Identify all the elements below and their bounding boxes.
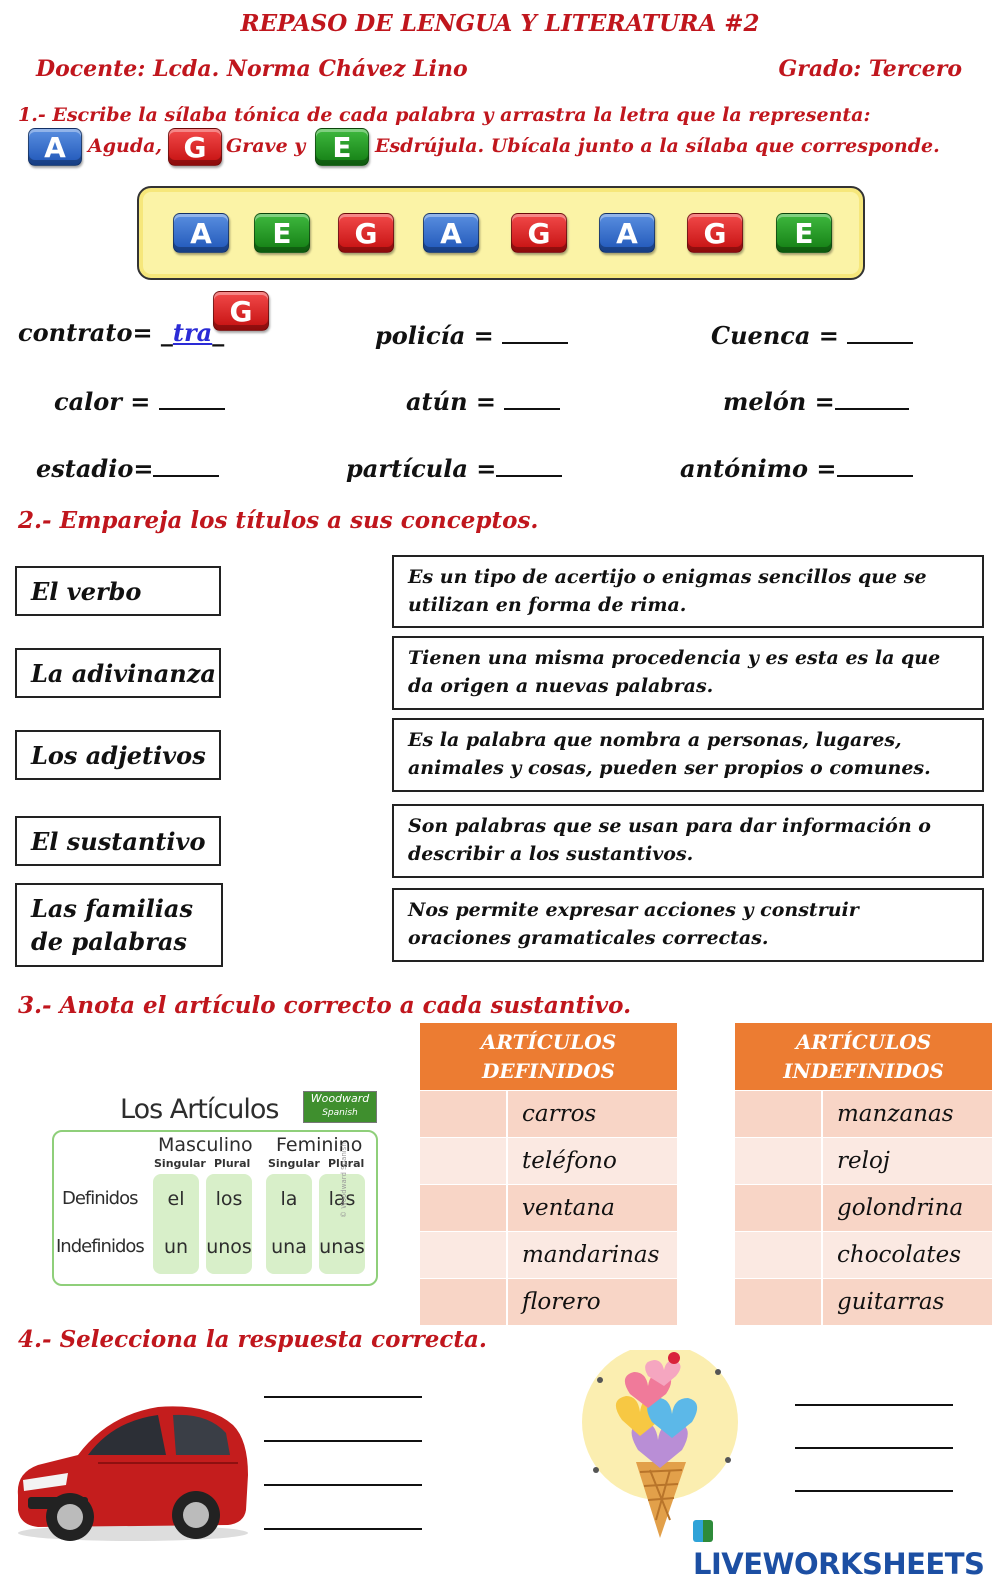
femenino-label: Feminino: [276, 1134, 363, 1156]
table-row: [735, 1138, 992, 1184]
title-box-adjetivos[interactable]: Los adjetivos: [15, 730, 221, 780]
grade-label: Grado: Tercero: [778, 56, 962, 82]
answer-blank[interactable]: [496, 451, 562, 477]
chart-title: Los Artículos: [120, 1094, 279, 1125]
word-calor: [54, 384, 225, 416]
title-box-adivinanza[interactable]: La adivinanza: [15, 648, 221, 698]
singular-label: Singular: [268, 1157, 320, 1170]
word-cuenca: [711, 318, 913, 350]
noun-cell: teléfono: [508, 1138, 677, 1184]
word-atun: [406, 384, 560, 416]
title-box-familias[interactable]: Las familias de palabras: [15, 883, 223, 967]
article-input[interactable]: [420, 1138, 506, 1184]
plural-label: Plural: [328, 1157, 365, 1170]
answer-line[interactable]: [264, 1484, 422, 1486]
legend-tile-e: E: [315, 128, 369, 166]
chart-copyright: © Woodward Spanish: [340, 1142, 348, 1218]
noun-cell: mandarinas: [508, 1232, 677, 1278]
word-label: calor =: [54, 387, 159, 416]
concept-box-sustantivo[interactable]: Es la palabra que nombra a personas, lugares, animales y cosas, pueden ser propios o comunes.: [392, 718, 984, 792]
page-title: REPASO DE LENGUA Y LITERATURA #2: [240, 10, 760, 37]
table-row: [735, 1091, 992, 1137]
article-un: un: [163, 1236, 189, 1258]
word-melon: [723, 384, 909, 416]
noun-cell: guitarras: [823, 1279, 992, 1325]
section2-heading: 2.- Empareja los títulos a sus conceptos.: [18, 507, 539, 534]
noun-cell: chocolates: [823, 1232, 992, 1278]
article-input[interactable]: [420, 1279, 506, 1325]
section1-instruction: 1.- Escribe la sílaba tónica de cada palabra y arrastra la letra que la representa:: [18, 104, 871, 126]
noun-cell: carros: [508, 1091, 677, 1137]
masculino-label: Masculino: [158, 1134, 253, 1156]
article-la: la: [280, 1188, 298, 1210]
drag-tile-a[interactable]: A: [599, 213, 655, 253]
title-box-verbo[interactable]: El verbo: [15, 566, 221, 616]
plural-label: Plural: [214, 1157, 251, 1170]
answer-line[interactable]: [795, 1404, 953, 1406]
answer-blank[interactable]: [504, 384, 560, 410]
concept-box-adivinanza[interactable]: Es un tipo de acertijo o enigmas sencillos que se utilizan en forma de rima.: [392, 555, 984, 628]
legend-tile-a: A: [28, 128, 82, 166]
indefinidos-label: Indefinidos: [56, 1236, 144, 1257]
legend-label-esdrujula: Esdrújula. Ubícala junto a la sílaba que corresponde.: [375, 135, 940, 157]
legend-tile-g: G: [168, 128, 222, 166]
concept-box-familias[interactable]: Tienen una misma procedencia y es esta es la que da origen a nuevas palabras.: [392, 636, 984, 710]
liveworksheets-logo[interactable]: [693, 1513, 1000, 1581]
article-el: el: [167, 1188, 185, 1210]
noun-cell: manzanas: [823, 1091, 992, 1137]
answer-line[interactable]: [264, 1528, 422, 1530]
word-label: estadio=: [36, 454, 154, 483]
table-row: [735, 1279, 992, 1325]
noun-cell: florero: [508, 1279, 677, 1325]
answer-line[interactable]: [264, 1396, 422, 1398]
answer-blank[interactable]: [847, 318, 913, 344]
article-input[interactable]: [420, 1185, 506, 1231]
brand-logo: [303, 1091, 377, 1123]
article-input[interactable]: [735, 1232, 821, 1278]
drag-tile-g[interactable]: G: [687, 213, 743, 253]
answer-blank[interactable]: [835, 384, 909, 410]
drag-tile-e[interactable]: E: [254, 213, 310, 253]
article-input[interactable]: [735, 1279, 821, 1325]
article-input[interactable]: [420, 1232, 506, 1278]
word-policia: [375, 318, 568, 350]
definidos-table: [420, 1023, 677, 1325]
section3-heading: 3.- Anota el artículo correcto a cada sustantivo.: [18, 992, 632, 1019]
singular-label: Singular: [154, 1157, 206, 1170]
drag-tile-a[interactable]: A: [173, 213, 229, 253]
noun-cell: reloj: [823, 1138, 992, 1184]
drag-tile-a[interactable]: A: [423, 213, 479, 253]
answer-blank[interactable]: [502, 318, 568, 344]
article-las: las: [328, 1188, 356, 1210]
word-contrato: [18, 318, 224, 347]
word-antonimo: [680, 451, 913, 483]
brand-name: Woodward: [310, 1092, 370, 1105]
table-row: [735, 1232, 992, 1278]
articles-chart: [50, 1088, 380, 1288]
liveworksheets-icon: [693, 1520, 713, 1542]
word-label: contrato= _: [18, 318, 173, 347]
legend-label-aguda: Aguda,: [88, 135, 163, 157]
ice-cream-image: [578, 1350, 743, 1540]
article-input[interactable]: [735, 1185, 821, 1231]
word-label: atún =: [406, 387, 505, 416]
word-label: melón =: [723, 387, 835, 416]
table-row: [735, 1185, 992, 1231]
answer-blank[interactable]: [837, 451, 913, 477]
answer-blank[interactable]: [153, 451, 219, 477]
tile-tray: [137, 186, 865, 280]
word-estadio: [36, 451, 219, 483]
article-una: una: [271, 1236, 307, 1258]
teacher-name: Docente: Lcda. Norma Chávez Lino: [36, 56, 468, 82]
indefinidos-table: [735, 1023, 992, 1325]
placed-tile-g[interactable]: G: [213, 291, 269, 331]
drag-tile-e[interactable]: E: [776, 213, 832, 253]
legend-label-grave: Grave y: [226, 135, 306, 157]
table-row: [420, 1138, 677, 1184]
article-los: los: [215, 1188, 243, 1210]
article-input[interactable]: [735, 1138, 821, 1184]
brand-sub: Spanish: [322, 1108, 358, 1118]
drag-tile-g[interactable]: G: [511, 213, 567, 253]
word-label: Cuenca =: [711, 321, 848, 350]
title-box-sustantivo[interactable]: El sustantivo: [15, 816, 221, 866]
noun-cell: golondrina: [823, 1185, 992, 1231]
table-row: [420, 1091, 677, 1137]
word-label: antónimo =: [680, 454, 837, 483]
definidos-header: ARTÍCULOS DEFINIDOS: [420, 1023, 677, 1090]
article-unos: unos: [206, 1236, 252, 1258]
word-particula: [346, 451, 562, 483]
table-row: [420, 1279, 677, 1325]
section4-heading: 4.- Selecciona la respuesta correcta.: [18, 1326, 487, 1353]
word-label: partícula =: [346, 454, 497, 483]
drag-tile-g[interactable]: G: [338, 213, 394, 253]
word-tail: _: [212, 318, 225, 347]
answer-line[interactable]: [264, 1440, 422, 1442]
definidos-label: Definidos: [62, 1188, 138, 1209]
car-image: [8, 1385, 253, 1545]
noun-cell: ventana: [508, 1185, 677, 1231]
indefinidos-header: ARTÍCULOS INDEFINIDOS: [735, 1023, 992, 1090]
brand-text: LIVEWORKSHEETS: [693, 1547, 985, 1581]
article-input[interactable]: [420, 1091, 506, 1137]
concept-box-adjetivos[interactable]: Son palabras que se usan para dar información o describir a los sustantivos.: [392, 804, 984, 878]
answer-line[interactable]: [795, 1447, 953, 1449]
word-label: policía =: [375, 321, 503, 350]
concept-box-verbo[interactable]: Nos permite expresar acciones y construir oraciones gramaticales correctas.: [392, 888, 984, 962]
article-input[interactable]: [735, 1091, 821, 1137]
answer-line[interactable]: [795, 1490, 953, 1492]
article-unas: unas: [319, 1236, 365, 1258]
table-row: [420, 1185, 677, 1231]
answer-text[interactable]: tra: [172, 318, 213, 347]
answer-blank[interactable]: [159, 384, 225, 410]
table-row: [420, 1232, 677, 1278]
